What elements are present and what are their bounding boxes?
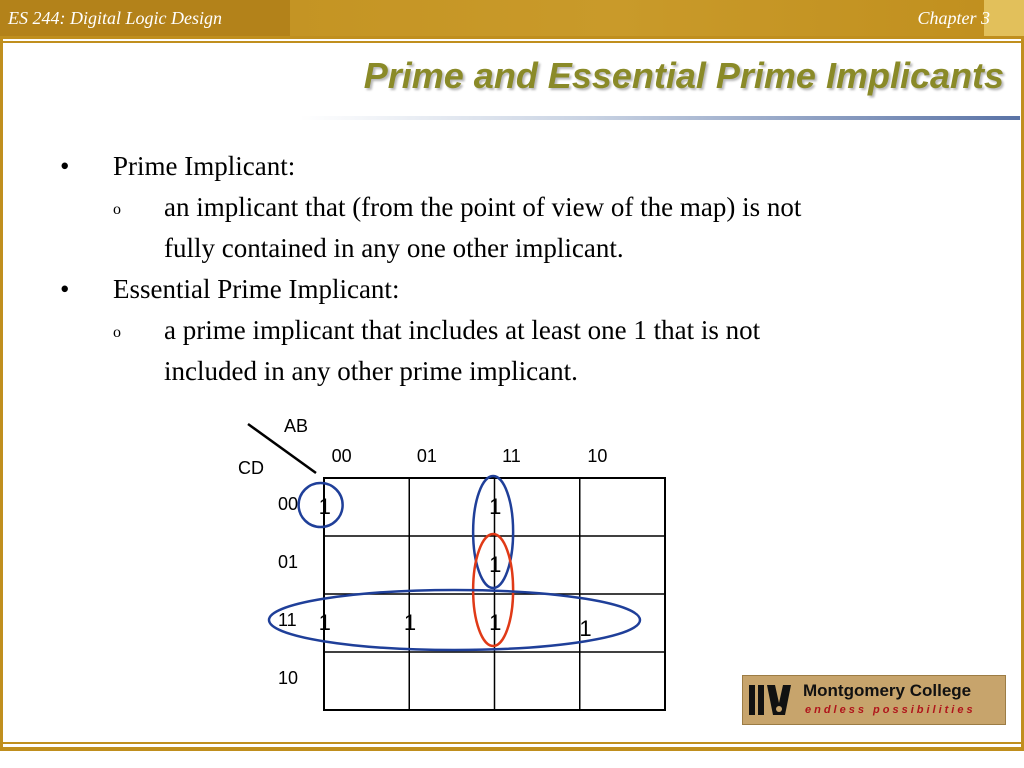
sub-bullet-item — [60, 310, 990, 392]
column-label: 10 — [587, 446, 608, 466]
header-bar-right-panel — [984, 0, 1024, 36]
sub-bullet-line: included in any other prime implicant. — [164, 356, 578, 386]
frame-rule-bottom-inner — [0, 742, 1024, 744]
minterm-one: 1 — [318, 610, 331, 635]
minterm-one: 1 — [489, 610, 502, 635]
bullet-list — [60, 146, 990, 392]
row-variable-label: CD — [238, 458, 264, 478]
chapter-label: Chapter 3 — [917, 8, 990, 28]
college-name: Montgomery College — [803, 681, 972, 700]
karnaugh-map-graphics — [230, 410, 690, 730]
frame-rule-top-inner — [0, 41, 1024, 43]
frame-border-left — [0, 36, 3, 748]
sub-bullet-marker: o — [113, 201, 121, 218]
bullet-item — [60, 269, 990, 310]
row-label: 01 — [278, 552, 299, 572]
row-label: 10 — [278, 668, 299, 688]
header-bar — [0, 0, 1024, 36]
bullet-marker: • — [60, 151, 70, 181]
sub-bullet-marker: o — [113, 324, 121, 341]
minterm-one: 1 — [489, 494, 502, 519]
sub-bullet-line: a prime implicant that includes at least one 1 that is not — [164, 315, 761, 345]
college-logo-mark — [749, 685, 795, 715]
course-title: ES 244: Digital Logic Design — [8, 8, 222, 28]
minterm-one: 1 — [318, 494, 331, 519]
karnaugh-map — [230, 410, 690, 730]
college-logo — [742, 675, 1006, 725]
bullet-label: Prime Implicant: — [113, 151, 296, 181]
frame-rule-top — [0, 36, 1024, 39]
sub-bullet-line: fully contained in any one other implicant. — [164, 233, 624, 263]
sub-bullet-line: an implicant that (from the point of view of the map) is not — [164, 192, 802, 222]
minterm-one: 1 — [403, 610, 417, 635]
column-variable-label: AB — [284, 416, 309, 436]
bullet-item — [60, 146, 990, 187]
column-label: 11 — [502, 446, 521, 466]
row-label: 00 — [278, 494, 299, 514]
college-tagline: endless possibilities — [805, 704, 976, 716]
row-label: 11 — [278, 610, 297, 630]
sub-bullet-item — [60, 187, 990, 269]
frame-rule-bottom — [0, 747, 1024, 751]
minterm-one: 1 — [489, 552, 502, 577]
column-label: 01 — [416, 446, 437, 466]
slide-title: Prime and Essential Prime Implicants — [363, 55, 1004, 96]
bullet-label: Essential Prime Implicant: — [113, 274, 400, 304]
column-label: 00 — [331, 446, 352, 466]
title-underline — [300, 116, 1020, 120]
bullet-marker: • — [60, 274, 70, 304]
minterm-one: 1 — [579, 616, 592, 641]
